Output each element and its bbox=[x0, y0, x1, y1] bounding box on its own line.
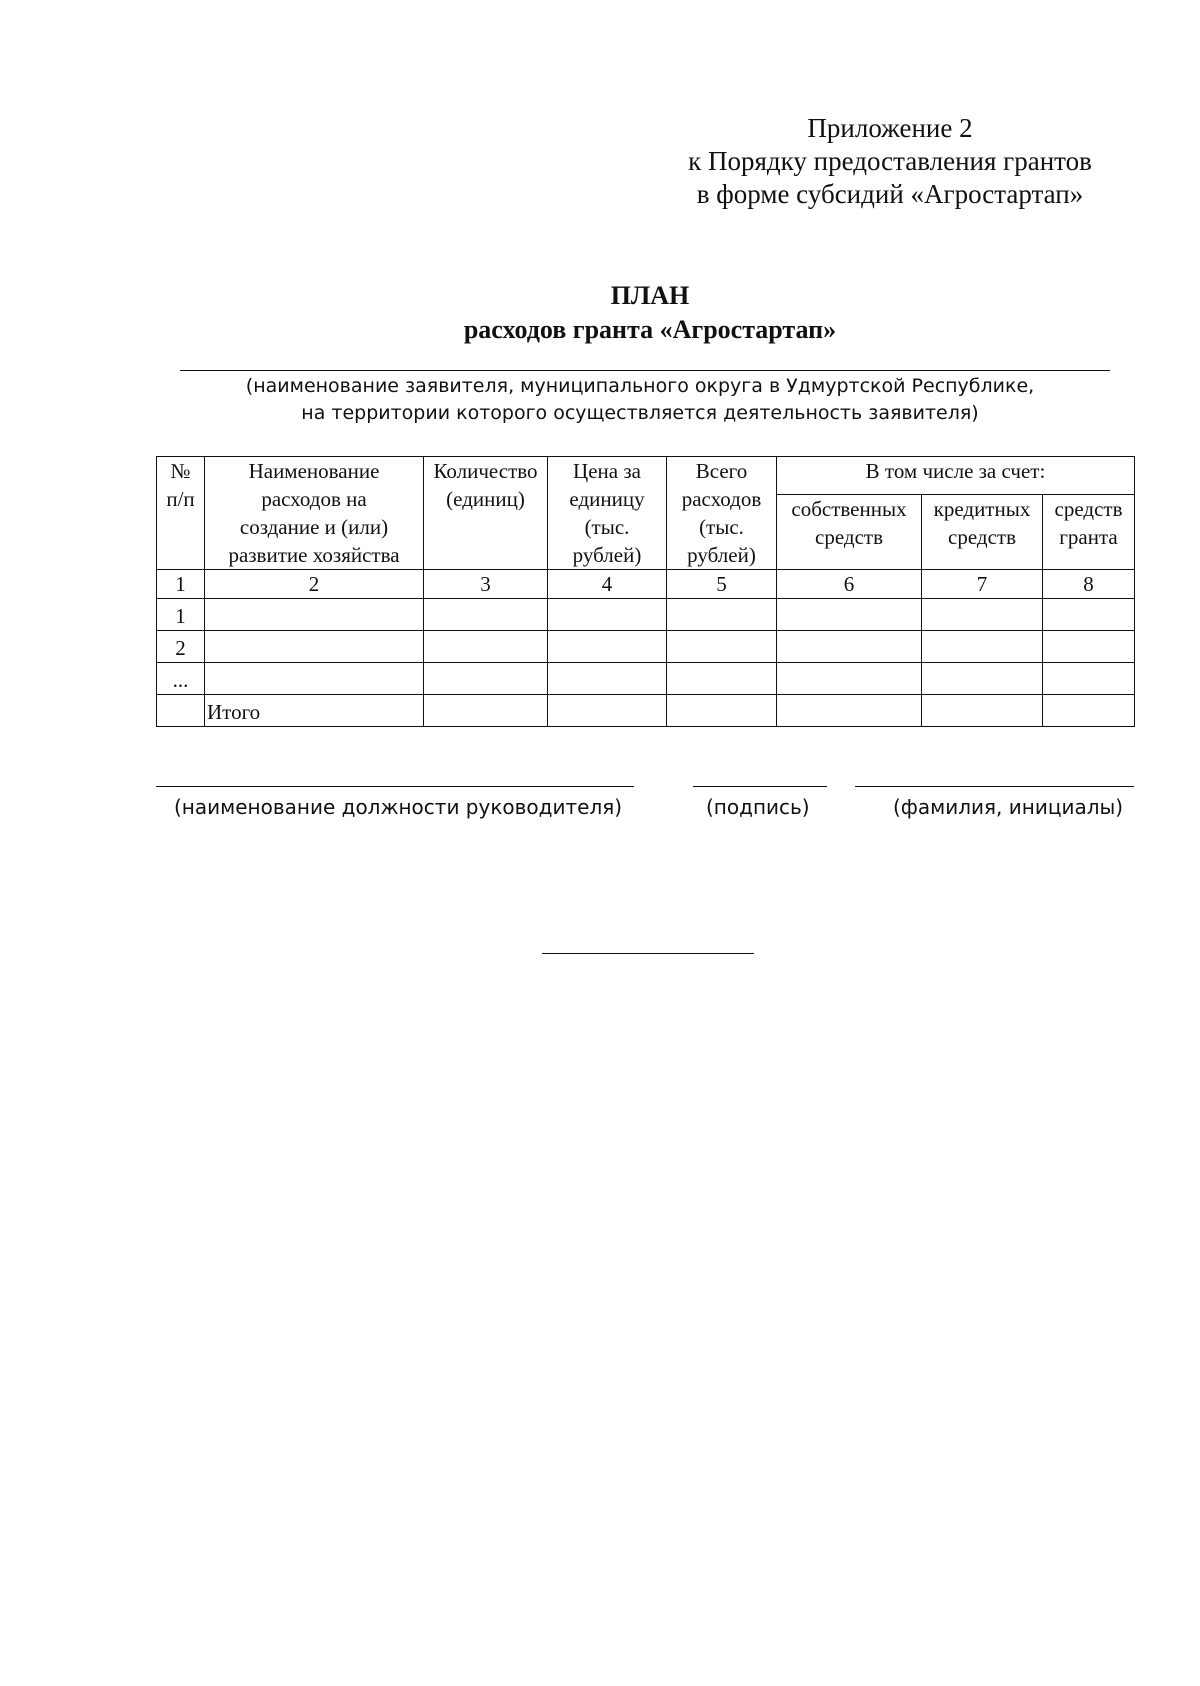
empty-cell bbox=[777, 631, 922, 663]
header-own-funds: собственных средств bbox=[777, 495, 922, 570]
empty-cell bbox=[548, 631, 667, 663]
header-unit-price: Цена за единицу (тыс. рублей) bbox=[548, 457, 667, 570]
header-expense-name: Наименование расходов на создание и (или) развитие хозяйства bbox=[205, 457, 424, 570]
column-number: 3 bbox=[424, 570, 548, 599]
position-fill-line bbox=[156, 786, 634, 787]
row-number: 1 bbox=[157, 599, 205, 631]
document-title: ПЛАН bbox=[610, 281, 690, 310]
header-quantity: Количество (единиц) bbox=[424, 457, 548, 570]
empty-cell bbox=[424, 695, 548, 727]
column-number: 7 bbox=[922, 570, 1043, 599]
empty-cell bbox=[922, 631, 1043, 663]
table-row bbox=[157, 631, 1135, 663]
empty-cell bbox=[667, 695, 777, 727]
row-number: ... bbox=[157, 663, 205, 695]
empty-cell bbox=[777, 695, 922, 727]
expense-plan-table bbox=[156, 456, 1135, 727]
expense-name-cell bbox=[205, 631, 424, 663]
empty-cell bbox=[1043, 599, 1135, 631]
header-total-expenses: Всего расходов (тыс. рублей) bbox=[667, 457, 777, 570]
empty-cell bbox=[667, 663, 777, 695]
document-subtitle: расходов гранта «Агростартап» bbox=[463, 315, 837, 344]
header-funding-sources: В том числе за счет: bbox=[777, 457, 1135, 495]
name-caption: (фамилия, инициалы) bbox=[893, 795, 1124, 819]
row-number: 2 bbox=[157, 631, 205, 663]
empty-cell bbox=[1043, 631, 1135, 663]
applicant-caption-line: (наименование заявителя, муниципального округа в Удмуртской Республике, bbox=[245, 375, 1035, 397]
header-grant-funds: средств гранта bbox=[1043, 495, 1135, 570]
empty-cell bbox=[922, 663, 1043, 695]
column-number: 4 bbox=[548, 570, 667, 599]
signature-fill-line bbox=[693, 786, 827, 787]
column-number: 8 bbox=[1043, 570, 1135, 599]
appendix-header bbox=[660, 112, 1120, 211]
empty-cell bbox=[777, 599, 922, 631]
applicant-fill-line bbox=[180, 370, 1110, 371]
end-of-document-line bbox=[542, 953, 754, 954]
table-header-row bbox=[157, 457, 1135, 495]
empty-cell bbox=[548, 663, 667, 695]
column-numbers-row bbox=[157, 570, 1135, 599]
column-number: 1 bbox=[157, 570, 205, 599]
header-number: № п/п bbox=[157, 457, 205, 570]
empty-cell bbox=[922, 599, 1043, 631]
empty-cell bbox=[667, 631, 777, 663]
column-number: 6 bbox=[777, 570, 922, 599]
empty-cell bbox=[1043, 663, 1135, 695]
applicant-caption bbox=[200, 373, 1080, 427]
total-label: Итого bbox=[205, 695, 424, 727]
empty-cell bbox=[548, 599, 667, 631]
header-credit-funds: кредитных средств bbox=[922, 495, 1043, 570]
empty-cell bbox=[777, 663, 922, 695]
empty-cell bbox=[424, 663, 548, 695]
total-row bbox=[157, 695, 1135, 727]
empty-cell bbox=[1043, 695, 1135, 727]
position-caption: (наименование должности руководителя) bbox=[174, 795, 623, 819]
empty-cell bbox=[548, 695, 667, 727]
name-fill-line bbox=[855, 786, 1134, 787]
table-row bbox=[157, 663, 1135, 695]
expense-name-cell bbox=[205, 599, 424, 631]
empty-cell bbox=[424, 631, 548, 663]
column-number: 5 bbox=[667, 570, 777, 599]
signature-caption: (подпись) bbox=[706, 795, 810, 819]
row-number bbox=[157, 695, 205, 727]
table-row bbox=[157, 599, 1135, 631]
empty-cell bbox=[424, 599, 548, 631]
appendix-line: в форме субсидий «Агростартап» bbox=[696, 179, 1084, 209]
expense-name-cell bbox=[205, 663, 424, 695]
column-number: 2 bbox=[205, 570, 424, 599]
appendix-line: к Порядку предоставления грантов bbox=[688, 146, 1092, 176]
empty-cell bbox=[667, 599, 777, 631]
appendix-line: Приложение 2 bbox=[807, 113, 973, 143]
empty-cell bbox=[922, 695, 1043, 727]
applicant-caption-line: на территории которого осуществляется деятельность заявителя) bbox=[301, 402, 979, 424]
